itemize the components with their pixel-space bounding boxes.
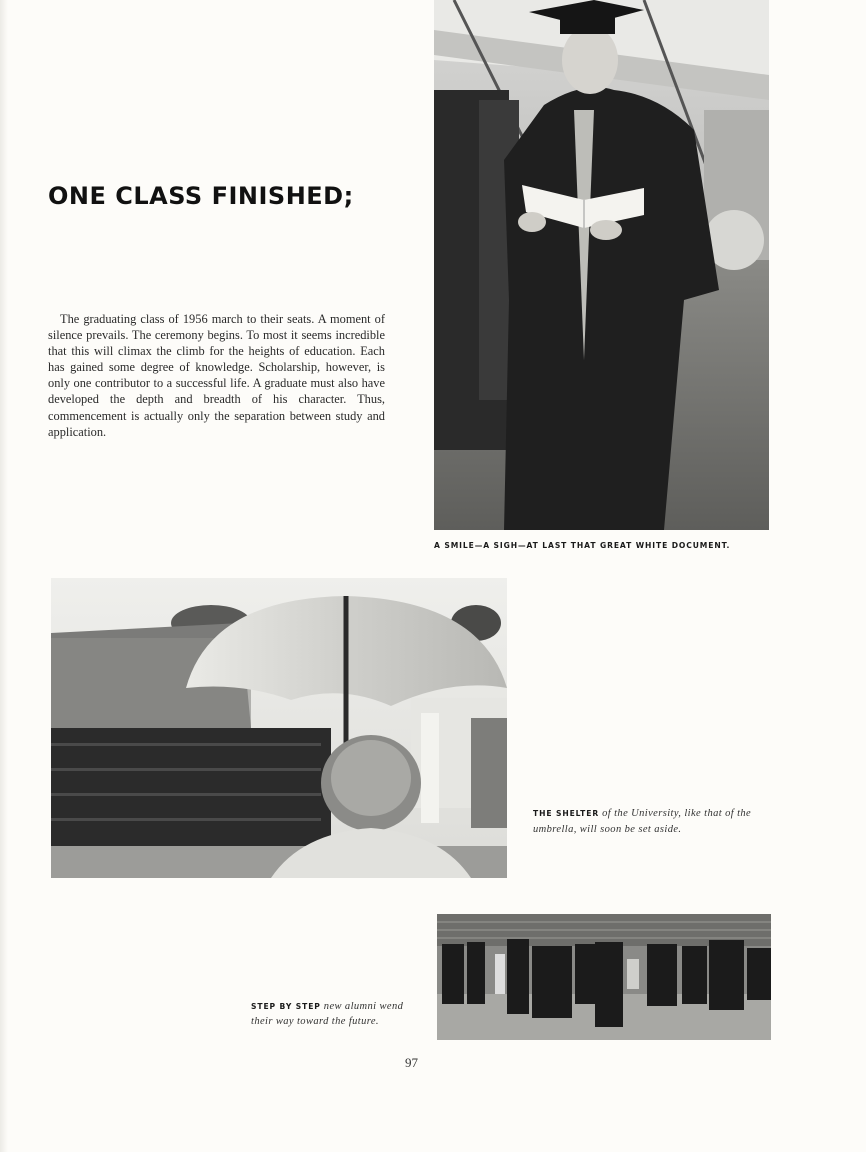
page-number: 97 xyxy=(405,1055,418,1070)
graduate-photo xyxy=(434,0,769,530)
procession-photo-caption xyxy=(251,998,426,1028)
procession-photo xyxy=(437,914,771,1040)
body-paragraph: The graduating class of 1956 march to their seats. A moment of silence prevails. The ceremony begins. To most it seems incredible that this will climax the climb for the heights of education. Each has gained some degree of knowledge. Scholarship, however, is only one contributor to a successful life. A graduate must also have developed the depth and breadth of his character. Thus, commencement is actually only the separation between study and application. xyxy=(48,312,385,439)
procession-caption-lead: STEP BY STEP xyxy=(251,1002,321,1011)
umbrella-caption-text: of the University, like that of the umbrella, will soon be set aside. xyxy=(533,808,752,835)
page-heading: ONE CLASS FINISHED; xyxy=(48,182,354,210)
umbrella-photo xyxy=(51,578,507,878)
umbrella-photo-caption xyxy=(533,805,783,837)
graduate-photo-caption: A SMILE—A SIGH—AT LAST THAT GREAT WHITE DOCUMENT. xyxy=(434,541,731,550)
umbrella-caption-lead: THE SHELTER xyxy=(533,809,600,818)
procession-caption-text: new alumni wend their way toward the future. xyxy=(251,1001,404,1027)
